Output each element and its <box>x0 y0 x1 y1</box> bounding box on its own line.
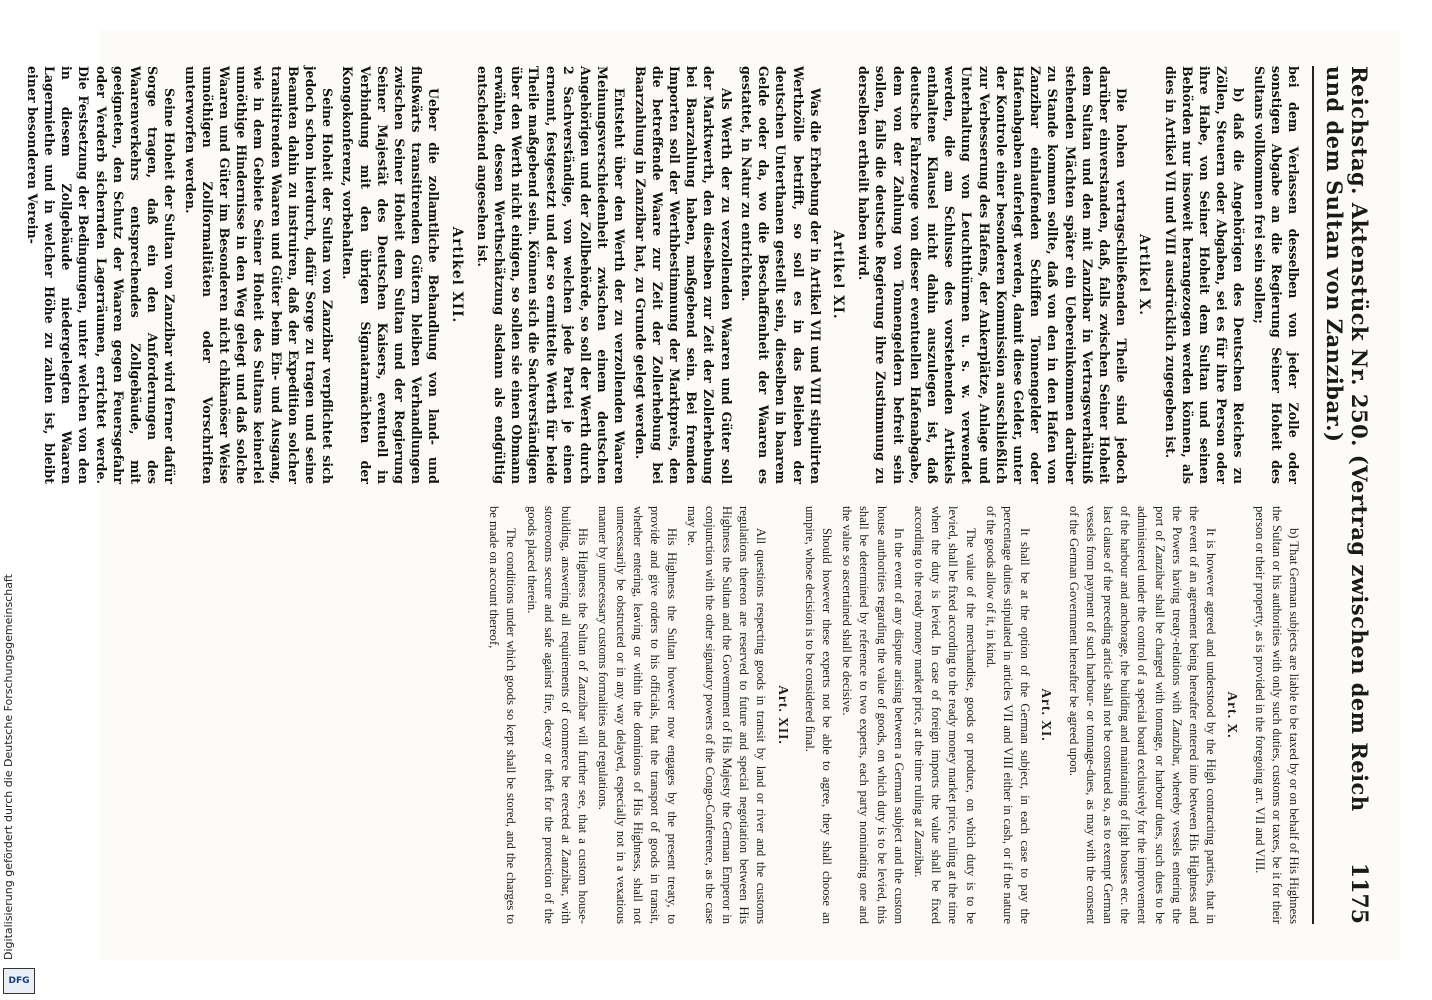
paragraph: b) daß die Angehörigen des Deutschen Reiches zu Zöllen, Steuern oder Abgaben, sei es für ihre Person oder ihre Habe, von Seiner Hoheit dem Sultan und seinen Behörden nur insoweit herangezogen werden können, als dies in Artikel VII und VIII ausdrücklich zugegeben ist. <box>1162 66 1247 484</box>
paragraph: Entsteht über den Werth der zu verzollenden Waaren Meinungsverschiedenheit zwischen einem deutschen Angehörigen und der Zollbehörde, so soll der Werth durch 2 Sachverständige, von welchen jede Partei je einen ernennt, festgesetzt und der so ermittelte Werth für beide Theile maßgebend sein. Können sich die Sachverständigen über den Werth nicht einigen, so sollen sie einen Obmann erwählen, dessen Werthschätzung alsdann als endgültig entscheidend angesehen ist. <box>474 66 628 484</box>
paragraph: In the event of any dispute arising between a German subject and the custom house authorities regarding the value of goods, on which duty is to be levied, this shall be determined by reference to two experts, each party nominating one and the value so ascertained shall be decisive. <box>840 506 906 924</box>
article-heading: Artikel XII. <box>448 226 465 324</box>
paragraph: Als Werth der zu verzollenden Waaren und Güter soll der Marktwerth, den dieselben zur Zeit der Zollerhebung bei Baarzahlung haben, maßgebend sein. Bei fremden Importen soll der Werthbestimmung der Marktpreis, den die betreffende Waare zur Zeit der Zollerhebung bei Baarzahlung in Zanzibar hat, zu Grunde gelegt werden. <box>632 66 734 484</box>
article-heading: Art. X. <box>1225 691 1241 739</box>
paragraph: b) That German subjects are liable to be taxed by or on behalf of His Highness the Sultan or his authorities with only such duties, customs or taxes, be it for their person or their property, as is provided in the foregoing art. VII and VIII. <box>1252 506 1301 925</box>
paragraph: His Highness the Sultan however now engages by the present treaty, to provide and give orders to his officials, that the transport of goods in transit, whether entering, leaving or within the dominions of His Highness, shall not unnecessarily be obstructed or in any way delayed, especially not in a vexatious manner by unnecessary customs formalities and regulations. <box>596 506 680 924</box>
english-column <box>92 506 1302 924</box>
paragraph: His Highness the Sultan of Zanzibar will further see, that a custom house-building, answering all requirements of commerce be erected at Zanzibar, with storerooms secure and safe against fire, decay or theft for the protection of the goods placed therein. <box>524 506 591 924</box>
article-heading: Artikel XI. <box>829 230 846 320</box>
paragraph: It shall be at the option of the German subject, in each case to pay the percentage duties stipulated in articles VII and VIII either in cash, or if the nature of the goods allow of it, in kind. <box>983 506 1033 924</box>
paragraph: Ueber die zollamtliche Behandlung von land- und flußwärts transitirenden Gütern bleiben Verhandlungen zwischen Seiner Hoheit dem Sultan und der Regierung Seiner Majestät des Deutschen Kaisers, eventuell in Verbindung mit den übrigen Signatarmächten der Kongokonferenz, vorbehalten. <box>340 66 442 484</box>
german-column <box>24 66 1302 484</box>
paragraph: Die hohen vertragschließenden Theile sind jedoch darüber einverstanden, daß, falls zwischen Seiner Hoheit dem Sultan und den mit Zanzibar in Vertragsverhältniß stehenden Mächten später ein Uebereinkommen darüber zu Stande kommen sollte, daß von den in den Hafen von Zanzibar einlaufenden Schiffen Tonnengelder oder Hafenabgaben auferlegt werden, damit diese Gelder, unter der Kontrole einer besonderen Kommission ausschließlich zur Verbesserung des Hafens, der Ankerplätze, Anlage und Unterhaltung von Leuchtthürmen u. s. w. verwendet werden, die am Schlusse des vorstehenden Artikels enthaltene Klausel nicht dahin auszulegen ist, daß deutsche Fahrzeuge von dieser eventuellen Hafenabgabe, dem von der Zahlung von Tonnengeldern befreit sein sollen, falls die deutsche Regierung ihre Zustimmung zu derselben ertheilt haben wird. <box>856 66 1130 484</box>
page-header <box>1312 66 1372 924</box>
paragraph: Was die Erhebung der in Artikel VII und VIII stipulirten Werthzölle betrifft, so soll es in das Belieben der deutschen Unterthanen gestellt sein, dieselben in baarem Gelde oder da, wo die Beschaffenheit der Waaren es gestattet, in Natur zu entrichten. <box>738 66 823 484</box>
article-heading: Art. XII. <box>775 685 791 745</box>
text-columns <box>24 66 1302 925</box>
dfg-logo-icon: DFG <box>3 968 35 994</box>
running-title: Reichstag. Aktenstück Nr. 250. (Vertrag zwischen dem Reich und dem Sultan von Zanzibar.) <box>1322 66 1372 812</box>
paragraph: Seine Hoheit der Sultan von Zanzibar wird ferner dafür Sorge tragen, daß ein den Anforderungen des Waarenverkehrs entsprechendes Zollgebäude, mit geeigneten, den Schutz der Waaren gegen Feuersgefahr oder Verderb sichernden Lagerräumen, errichtet werde. Die Festsetzung der Bedingungen, unter welchen von den in diesem Zollgebäude niedergelegten Waaren Lagermiethe und in welcher Höhe zu zahlen ist, bleibt einer besonderen Verein- <box>24 66 178 484</box>
paragraph: It is however agreed and understood by the High contracting parties, that in the event of an agreement being hereafter entered into between His Highness and the Powers having treaty-relations with Zanzibar, whereby vessels entering the port of Zanzibar shall be charged with tonnage, or harbour dues, such dues to be administered under the control of a special board exclusively for the improvement of the harbour and anchorage, the building and maintaining of light houses etc. the last clause of the preceding article shall not be construed so, as to exempt German vessels from payment of such harbour- or tonnage-dues, as may with the consent of the German Government hereafter be agreed upon. <box>1066 506 1219 924</box>
article-heading: Artikel X. <box>1136 234 1153 316</box>
document-page <box>24 30 1400 960</box>
paragraph: The value of the merchandise, goods or produce, on which duty is to be levied, shall be fixed according to the ready money market price, ruling at the time when the duty is levied. In case of foreign imports the value shall be fixed according to the ready money market price, at the time ruling at Zanzibar. <box>911 506 978 924</box>
paragraph: bei dem Verlassen desselben von jeder Zolle oder sonstigen Abgabe an die Regierung Seiner Hoheit des Sultans vollkommen frei sein sollen; <box>1251 66 1301 484</box>
page-number: 1175 <box>1346 862 1372 924</box>
paragraph: Seine Hoheit der Sultan von Zanzibar verpflichtet sich jedoch schon hierdurch, dafür Sorge zu tragen und seine Beamten dahin zu instruiren, daß der Expedition solcher transitirenden Waaren und Güter beim Ein- und Ausgang, wie in dem Gebiete Seiner Hoheit des Sultans keinerlei unnöthige Hindernisse in den Weg gelegt und daß solche Waaren und Güter im Besonderen nicht chikanöser Weise unnöthigen Zollformalitäten oder Vorschriften unterworfen werden. <box>182 66 336 484</box>
paragraph: The conditions under which goods so kept shall be stored, and the charges to be made on account thereof, <box>487 506 519 924</box>
funding-note: Digitalisierung gefördert durch die Deutsche Forschungsgemeinschaft <box>2 574 15 960</box>
paragraph: Should however these experts not be able to agree, they shall choose an umpire, whose decision is to be considered final. <box>802 506 834 924</box>
rotated-page-content <box>24 30 1400 960</box>
paragraph: All questions respecting goods in transit by land or river and the customs regulations thereon are reserved to future and special negotiation between His Highness the Sultan and the Government of His Majesty the German Emperor in conjunction with the other signatory powers of the Congo-Conference, as the case may be. <box>685 506 769 924</box>
article-heading: Art. XI. <box>1039 688 1055 742</box>
